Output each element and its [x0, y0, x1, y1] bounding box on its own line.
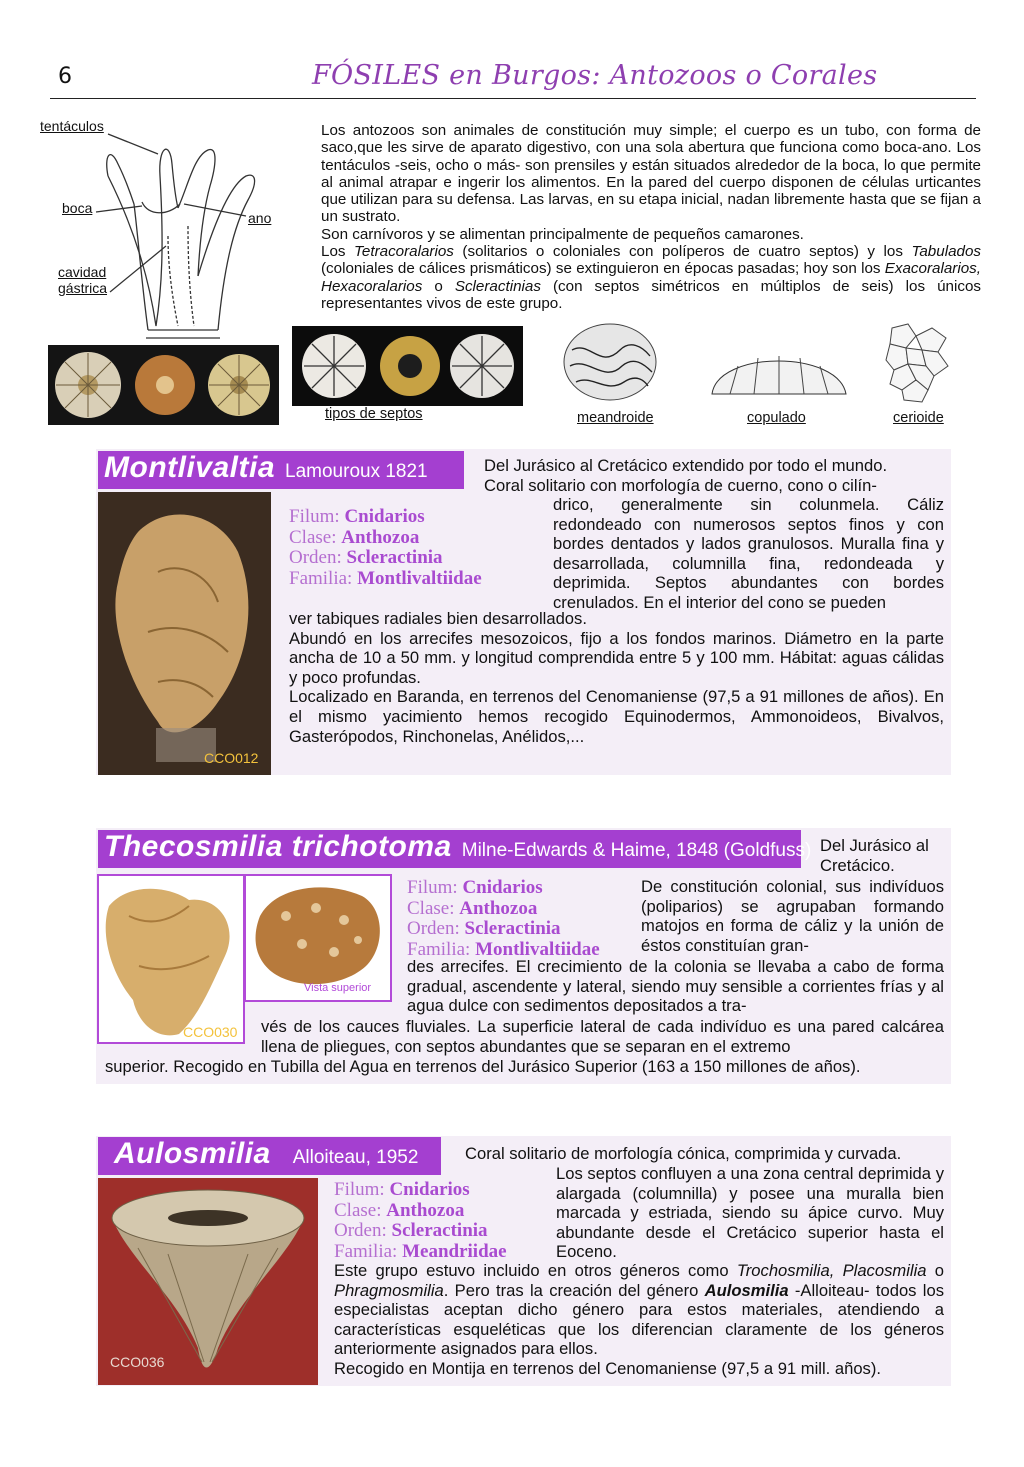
running-title: FÓSILES en Burgos: Antozoos o Corales: [312, 60, 878, 91]
montlivaltia-code: CCO012: [204, 750, 259, 766]
aulosmilia-taxonomy: [334, 1180, 554, 1262]
taxonomy-row: Orden: Scleractinia: [407, 918, 561, 939]
label-cavity-1: cavidad: [58, 264, 107, 280]
taxonomy-row: Familia: Montlivaltiidae: [289, 567, 482, 589]
thecosmilia-side-text: De constitución colonial, sus indivíduos (poliparios) se agrupaban formando matojos en forma de cáliz y la unión de éstos constituían gran-: [641, 877, 944, 955]
taxonomy-row: Filum: Cnidarios: [407, 877, 543, 898]
montlivaltia-title-bar: [98, 451, 464, 489]
montlivaltia-taxonomy: [289, 507, 549, 589]
thecosmilia-lead: Del Jurásico al Cretácico.: [820, 836, 929, 875]
intro-paragraph-3: Los Tetracoralarios (solitarios o coloniales con políperos de cuatro septos) y los Tabulados (coloniales de cálices prismáticos) se extinguieron en épocas pasadas; hoy son los Exacoralarios, Hexacoralarios o Scleractinias (con septos simétricos en múltiplos de seis) los únicos representantes vivos de este grupo.: [321, 243, 982, 312]
septa-type-copulate: copulado: [747, 410, 806, 426]
aulosmilia-author: Alloiteau, 1952: [292, 1147, 419, 1168]
montlivaltia-side-text: drico, generalmente sin colunmela. Cáliz redondeado con numerosos septos finos y con bordes dentados y lados granulosos. Muralla fina y desarrollada, columnilla fina, redondeada y deprimida. Septos abundantes con bordes crenulados. En el interior del cono se pueden: [553, 495, 944, 612]
label-cavity-2: gástrica: [58, 280, 108, 296]
thecosmilia-author: Milne-Edwards & Haime, 1848 (Goldfuss): [461, 840, 812, 861]
montlivaltia-author: Lamouroux 1821: [285, 461, 428, 482]
aulosmilia-lead: Coral solitario de morfología cónica, comprimida y curvada.: [465, 1144, 902, 1163]
thecosmilia-photo-side: [97, 874, 245, 1044]
montlivaltia-genus: Montlivaltia: [104, 451, 276, 484]
taxonomy-row: Filum: Cnidarios: [289, 506, 425, 527]
thecosmilia-title-bar: [98, 830, 812, 868]
copulate-drawing: [708, 338, 850, 398]
thecosmilia-genus: Thecosmilia trichotoma: [104, 830, 452, 863]
meandroid-icon: [560, 320, 660, 406]
septa-types-photo: [292, 326, 523, 406]
thecosmilia-code: CCO030: [183, 1024, 238, 1040]
aulosmilia-side-text: Los septos confluyen a una zona central deprimida y alargada (columnilla) y posee una muralla bien marcada y estriada, siendo su ápice curvo. Muy abundante desde el Cretácico superior hasta el Eoceno.: [556, 1164, 944, 1262]
montlivaltia-lead: Del Jurásico al Cretácico extendido por todo el mundo. Coral solitario con morfología de cuerno, cono o cilín-: [484, 456, 888, 495]
intro-paragraph-2: Son carnívoros y se alimentan principalmente de pequeños camarones.: [321, 225, 804, 243]
copulate-icon: [708, 338, 850, 398]
taxonomy-row: Familia: Meandriidae: [334, 1240, 507, 1262]
aulosmilia-code: CCO036: [110, 1354, 165, 1370]
page-number: 6: [58, 64, 72, 89]
thecosmilia-photo-top: [244, 874, 392, 1002]
aulosmilia-title-bar: [98, 1137, 441, 1175]
taxonomy-row: Orden: Scleractinia: [289, 547, 443, 568]
coral-cross-sections-image: [48, 345, 279, 425]
montlivaltia-image: [98, 492, 271, 775]
polyp-diagram: [38, 116, 328, 348]
aulosmilia-body-text: [334, 1261, 944, 1379]
aulosmilia-paragraph-2: Este grupo estuvo incluido en otros géneros como Trochosmilia, Placosmilia o Phragmosmilia. Pero tras la creación del género Aulosmilia -Alloiteau- todos los especialistas aceptan dicho género para estos materiales, atendiendo a características esqueléticas que los diferencian claramente de los géneros anteriormente asignados para ellos.: [334, 1261, 944, 1359]
cerioid-drawing: [882, 320, 956, 404]
montlivaltia-body-text: ver tabiques radiales bien desarrollados. Abundó en los arrecifes mesozoicos, fijo a los fondos marinos. Diámetro en la parte ancha de 10 a 50 mm. y longitud comprendida entre 5 y 100 mm. Hábitat: aguas cálidas y poco profundas. Localizado en Baranda, en terrenos del Cenomaniense (97,5 a 91 millones de años). En el mismo yacimiento hemos recogido Equinodermos, Ammonoideos, Bivalvos, Gasterópodos, Rinchonelas, Anélidos,...: [289, 609, 944, 746]
thecosmilia-mid-text: des arrecifes. El crecimiento de la colonia se llevaba a cabo de forma gradual, ascendente y lateral, siendo muy sensible a corrientes frías y al agua dulce con sedimentos depositados a tra-: [407, 957, 944, 1016]
aulosmilia-paragraph-3: Recogido en Montija en terrenos del Cenomaniense (97,5 a 91 mill. años).: [334, 1358, 881, 1378]
thecosmilia-body-text: superior. Recogido en Tubilla del Agua en terrenos del Jurásico Superior (163 a 150 millones de años).: [105, 1057, 861, 1076]
septa-type-meandroid: meandroide: [577, 410, 654, 426]
intro-text: [321, 122, 981, 312]
label-mouth: boca: [62, 200, 93, 216]
intro-paragraph-1: Los antozoos son animales de constitución muy simple; el cuerpo es un tubo, con forma de saco,que les sirve de aparato digestivo, con una sola abertura que funciona como boca-ano. Los tentáculos -seis, ocho o más- son prensiles y están situados alrededor de la boca, lo que permite al animal atrapar e ingerir los alimentos. En la pared del cuerpo disponen de células urticantes que utilizan para su defensa. Las larvas, en su etapa inicial, nadan libremente hasta que se fijan a un sustrato.: [321, 122, 981, 226]
taxonomy-row: Clase: Anthozoa: [407, 897, 538, 919]
cerioid-icon: [882, 320, 956, 404]
taxonomy-row: Clase: Anthozoa: [289, 526, 420, 548]
septa-caption: tipos de septos: [325, 406, 423, 422]
thecosmilia-taxonomy: [407, 878, 647, 960]
thecosmilia-side-image: [99, 876, 243, 1042]
montlivaltia-photo: [98, 492, 271, 775]
label-anus: ano: [248, 210, 272, 226]
label-tentacles: tentáculos: [40, 118, 104, 134]
header-rule: [50, 98, 976, 99]
taxonomy-row: Orden: Scleractinia: [334, 1220, 488, 1241]
septa-type-cerioid: cerioide: [893, 410, 944, 426]
thecosmilia-mid2-text: vés de los cauces fluviales. La superficie lateral de cada indivíduo es una pared calcárea llena de pliegues, con septos abundantes que se separan en el extremo: [261, 1017, 944, 1056]
polyp-illustration: [38, 116, 328, 348]
taxonomy-row: Familia: Montlivaltiidae: [407, 938, 600, 960]
taxonomy-row: Filum: Cnidarios: [334, 1179, 470, 1200]
coral-cross-section-photos: [48, 345, 279, 425]
taxonomy-row: Clase: Anthozoa: [334, 1199, 465, 1221]
aulosmilia-photo: [98, 1178, 318, 1385]
aulosmilia-genus: Aulosmilia: [114, 1137, 271, 1170]
meandroid-drawing: [560, 320, 660, 406]
septa-types-image: [292, 326, 523, 406]
thecosmilia-photo-label: Vista superior: [304, 982, 372, 994]
